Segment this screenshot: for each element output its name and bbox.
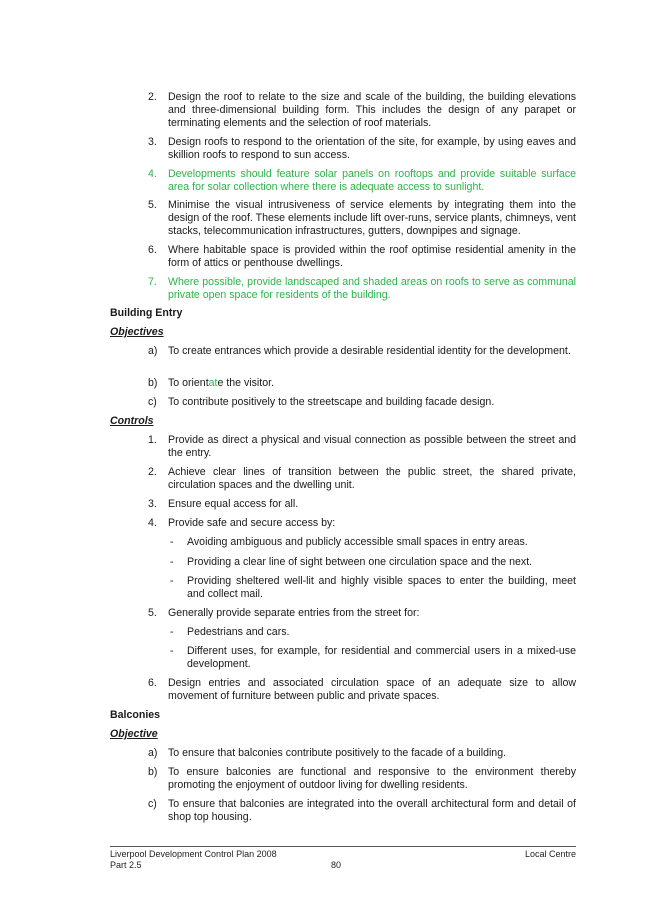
- list-text: Where habitable space is provided within the roof optimise residential amenity in the form of attics or penthouse dwellings.: [168, 244, 576, 269]
- entry-control-5: [148, 607, 576, 620]
- dash-bullet: -: [170, 556, 174, 568]
- balcony-objective-b: [148, 766, 576, 792]
- entry-control-4: [148, 517, 576, 530]
- footer-part: Part 2.5: [110, 860, 142, 870]
- entry-control-4-subitem: [170, 536, 576, 549]
- list-text: To create entrances which provide a desirable residential identity for the development.: [168, 345, 571, 357]
- list-number: 3.: [148, 136, 157, 148]
- list-text: To ensure that balconies are integrated into the overall architectural form and detail of shop top housing.: [168, 798, 576, 823]
- list-number: 4.: [148, 517, 157, 529]
- list-text: Design roofs to respond to the orientation of the site, for example, by using eaves and skillion roofs to respond to sun access.: [168, 136, 576, 161]
- entry-objective-c: [148, 396, 576, 409]
- highlighted-text: at: [208, 377, 218, 389]
- entry-control-5-subitem: [170, 645, 576, 671]
- balcony-objective-a: [148, 747, 576, 760]
- list-text: Provide safe and secure access by:: [168, 517, 336, 529]
- list-number: 2.: [148, 466, 157, 478]
- list-text: Minimise the visual intrusiveness of service elements by integrating them into the design of the roof. These elements include lift over-runs, service plants, chimneys, vent stacks, telecommunication infrastructures, gutters, downpipes and signage.: [168, 199, 576, 237]
- list-text: Ensure equal access for all.: [168, 498, 299, 510]
- list-text: Providing sheltered well-lit and highly visible spaces to enter the building, meet and collect mail.: [187, 575, 576, 600]
- list-text: Providing a clear line of sight between one circulation space and the next.: [187, 556, 533, 568]
- list-text: Design the roof to relate to the size and scale of the building, the building elevations and three-dimensional building form. This includes the design of any parapet or terminating elements and the selection of roof materials.: [168, 91, 576, 129]
- list-text: Avoiding ambiguous and publicly accessible small spaces in entry areas.: [187, 536, 528, 548]
- list-number: 5.: [148, 199, 157, 211]
- list-text: Achieve clear lines of transition between the public street, the shared private, circulation spaces and the dwelling unit.: [168, 466, 576, 491]
- section-heading-balconies: Balconies: [110, 709, 161, 721]
- text-part: To orient: [168, 377, 209, 389]
- entry-control-4-subitem: [170, 556, 576, 569]
- entry-control-6: [148, 677, 576, 703]
- balcony-objective-c: [148, 798, 576, 824]
- roof-control-2: [148, 91, 576, 130]
- entry-objective-b: [148, 377, 576, 390]
- dash-bullet: -: [170, 645, 174, 657]
- list-number: 4.: [148, 168, 157, 180]
- section-heading-building-entry: Building Entry: [110, 307, 183, 319]
- list-number: 5.: [148, 607, 157, 619]
- footer-document-title: Liverpool Development Control Plan 2008: [110, 849, 277, 859]
- list-text: [168, 377, 576, 390]
- list-text: Where possible, provide landscaped and shaded areas on roofs to serve as communal private open space for residents of the building.: [168, 276, 576, 301]
- subheading-objective: Objective: [110, 728, 158, 740]
- list-number: 2.: [148, 91, 157, 103]
- list-number: 3.: [148, 498, 157, 510]
- list-text: Pedestrians and cars.: [187, 626, 290, 638]
- roof-control-6: [148, 244, 576, 270]
- footer-divider: [110, 846, 576, 847]
- roof-control-4: [148, 168, 576, 194]
- entry-objective-a: [148, 345, 576, 358]
- list-text: Design entries and associated circulation space of an adequate size to allow movement of furniture between public and private spaces.: [168, 677, 576, 702]
- list-number: 6.: [148, 677, 157, 689]
- dash-bullet: -: [170, 575, 174, 587]
- page-number: 80: [331, 860, 342, 870]
- text-part: e the visitor.: [217, 377, 275, 389]
- list-number: c): [148, 396, 157, 408]
- list-text: Different uses, for example, for residential and commercial users in a mixed-use development.: [187, 645, 576, 670]
- list-text: To ensure balconies are functional and responsive to the environment thereby promoting the enjoyment of outdoor living for dwelling residents.: [168, 766, 576, 791]
- list-text: To contribute positively to the streetscape and building facade design.: [168, 396, 495, 408]
- footer-left: [110, 849, 277, 871]
- subheading-objectives: Objectives: [110, 326, 164, 338]
- roof-control-7: [148, 276, 576, 302]
- list-number: b): [148, 766, 158, 778]
- entry-control-1: [148, 434, 576, 460]
- list-text: To ensure that balconies contribute positively to the facade of a building.: [168, 747, 507, 759]
- list-number: 6.: [148, 244, 157, 256]
- subheading-controls: Controls: [110, 415, 154, 427]
- roof-control-5: [148, 199, 576, 238]
- dash-bullet: -: [170, 536, 174, 548]
- entry-control-5-subitem: [170, 626, 576, 639]
- list-text: Generally provide separate entries from the street for:: [168, 607, 420, 619]
- list-number: b): [148, 377, 158, 389]
- entry-control-3: [148, 498, 576, 511]
- list-text: Developments should feature solar panels on rooftops and provide suitable surface area for solar collection where there is adequate access to sunlight.: [168, 168, 576, 193]
- entry-control-2: [148, 466, 576, 492]
- list-number: c): [148, 798, 157, 810]
- dash-bullet: -: [170, 626, 174, 638]
- roof-control-3: [148, 136, 576, 162]
- list-number: 7.: [148, 276, 157, 288]
- list-number: 1.: [148, 434, 157, 446]
- list-text: Provide as direct a physical and visual connection as possible between the street and the entry.: [168, 434, 576, 459]
- list-number: a): [148, 345, 158, 357]
- entry-control-4-subitem: [170, 575, 576, 601]
- footer-section-name: Local Centre: [524, 849, 576, 859]
- list-number: a): [148, 747, 158, 759]
